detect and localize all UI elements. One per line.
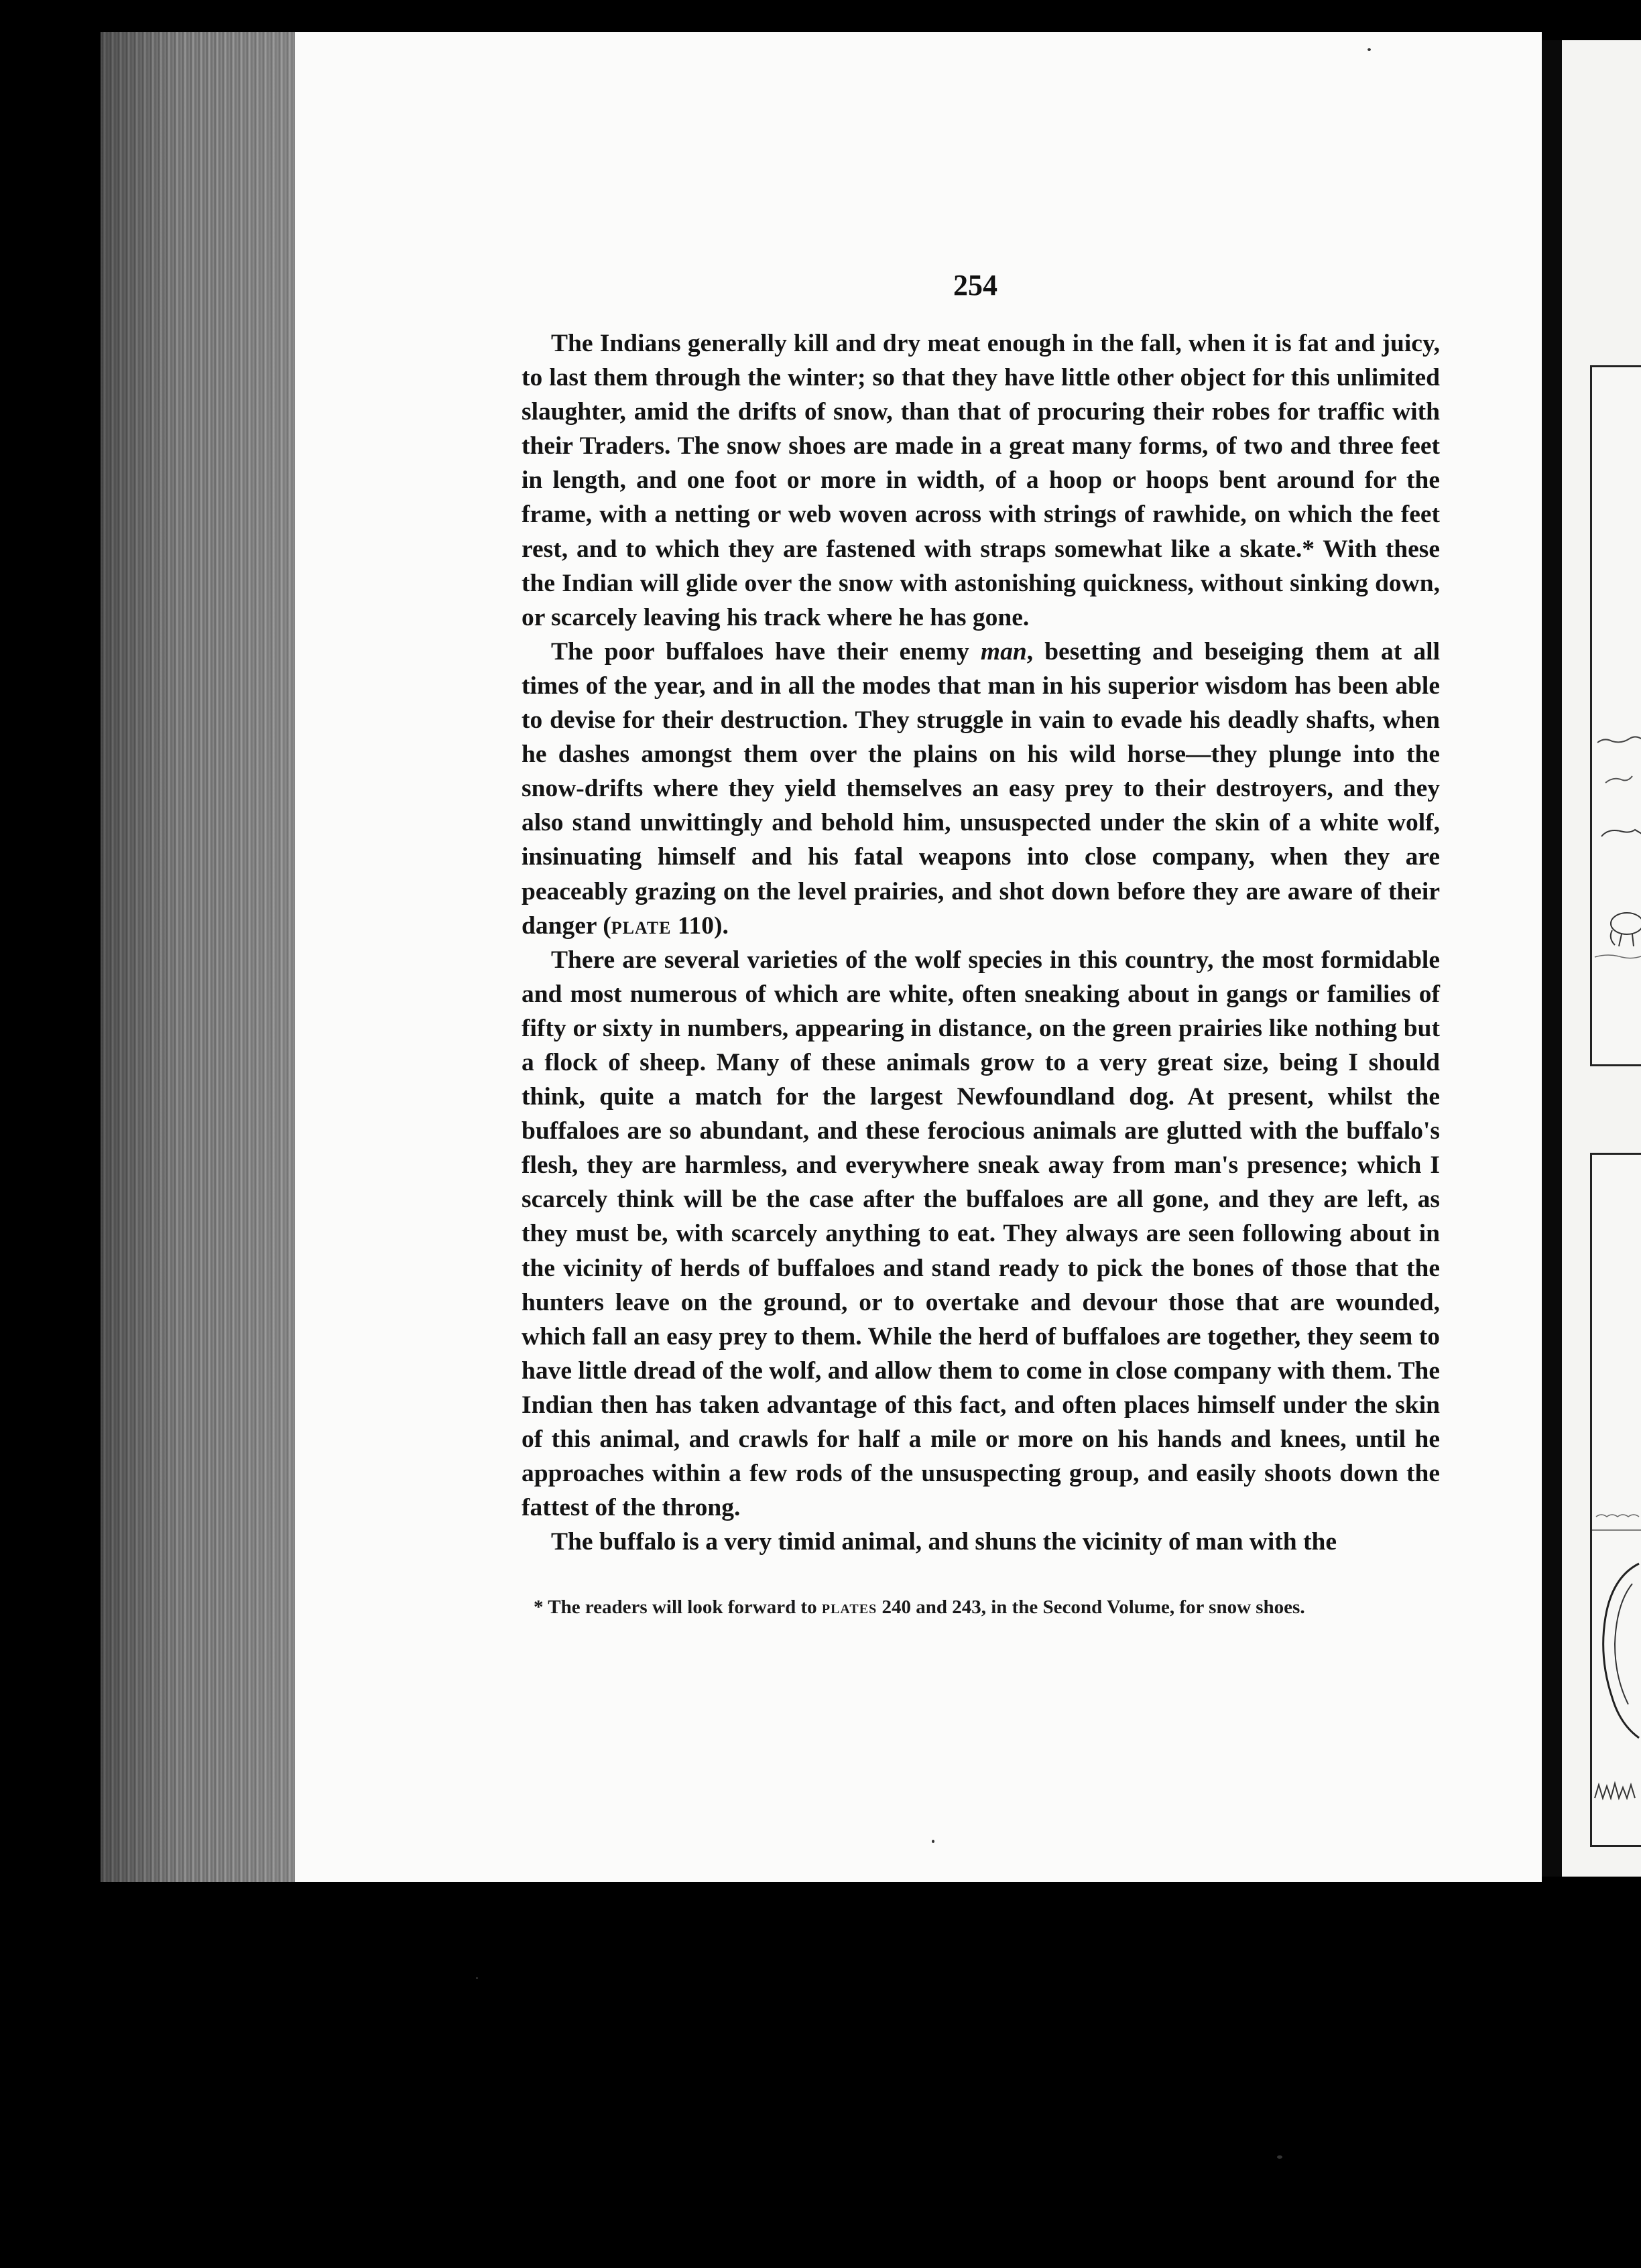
paragraph-buffalo-enemy (522, 635, 1440, 943)
paragraph-snow-shoes: The Indians generally kill and dry meat enough in the fall, when it is fat and juicy, to last them through the winter; so that they have little other object for this unlimited slaughter, amid the drifts of snow, than that of procuring their robes for traffic with their Traders. The snow shoes are made in a great many forms, of two and three feet in length, and one foot or more in width, of a hoop or hoops bent around for the frame, with a netting or web woven across with strings of rawhide, on which the feet rest, and to which they are fastened with straps somewhat like a skate.* With these the Indian will glide over the snow with astonishing quickness, without sinking down, or scarcely leaving his track where he has gone. (522, 330, 1440, 631)
paragraph-wolf-species: There are several varieties of the wolf species in this country, the most formidable and most numerous of which are white, often sneaking about in gangs or families of fifty or sixty in numbers, appearing in distance, on the green prairies like nothing but a flock of sheep. Many of these animals grow to a very great size, being I should think, quite a match for the largest Newfoundland dog. At present, whilst the buffaloes are so abundant, and these ferocious animals are glutted with the buffalo's flesh, they are harmless, and everywhere sneak away from man's presence; which I scarcely think will be the case after the buffaloes are all gone, and they are left, as they must be, with scarcely anything to eat. They always are seen following about in the vicinity of herds of buffaloes and stand ready to pick the bones of those that the hunters leave on the ground, or to overtake and devour those that are wounded, which fall an easy prey to them. While the herd of buffaloes are together, they seem to have little dread of the wolf, and allow them to come in close company with them. The Indian then has taken advantage of this fact, and often places himself under the skin of this animal, and crawls for half a mile or more on his hands and knees, until he approaches within a few rods of the unsuspecting group, and easily shoots down the fattest of the throng. (522, 946, 1440, 1522)
paragraph-buffalo-enemy-text-b: , besetting and beseiging them at all times of the year, and in all the modes that man in his superior wisdom has been able to devise for their destruction. They struggle in vain to evade his deadly shafts, when he dashes amongst them over the plains on his wild horse—they plunge into the snow-drifts where they yield themselves an easy prey to their destroyers, and they also stand unwittingly and behold him, unsuspected under the skin of a white wolf, insinuating himself and his fatal weapons into close company, when they are peaceably grazing on the level prairies, and shot down before they are aware of their danger ( (522, 637, 1440, 940)
plate-reference-number: 110 (677, 911, 715, 940)
facing-plate-illustration-bottom (1590, 1153, 1641, 1847)
paper-speck (1277, 2155, 1282, 2159)
paragraph-timid-buffalo: The buffalo is a very timid animal, and shuns the vicinity of man with the (551, 1528, 1337, 1556)
paragraph-buffalo-enemy-closing: ). (714, 911, 729, 940)
page-edge-shadow (101, 32, 295, 1882)
paper-speck (1368, 48, 1371, 51)
plate-sketch-top (1592, 367, 1641, 1064)
footnote-plates-label: plates (821, 1596, 877, 1619)
paper-speck (932, 1840, 934, 1843)
plate-sketch-bottom (1592, 1155, 1641, 1845)
footnote-text-b: 240 and 243, in the Second Volume, for snow shoes. (877, 1596, 1305, 1619)
paper-speck (476, 1977, 478, 1979)
book-gutter (1542, 40, 1562, 1877)
plate-reference-label: plate (611, 911, 672, 940)
footnote (522, 1594, 1440, 1621)
emphasis-man: man (980, 637, 1027, 666)
page-number: 254 (953, 269, 997, 302)
body-text (522, 326, 1440, 1621)
facing-plate-illustration-top (1590, 365, 1641, 1066)
paragraph-buffalo-enemy-text-a: The poor buffaloes have their enemy (551, 637, 981, 666)
footnote-text-a: * The readers will look forward to (534, 1596, 822, 1619)
